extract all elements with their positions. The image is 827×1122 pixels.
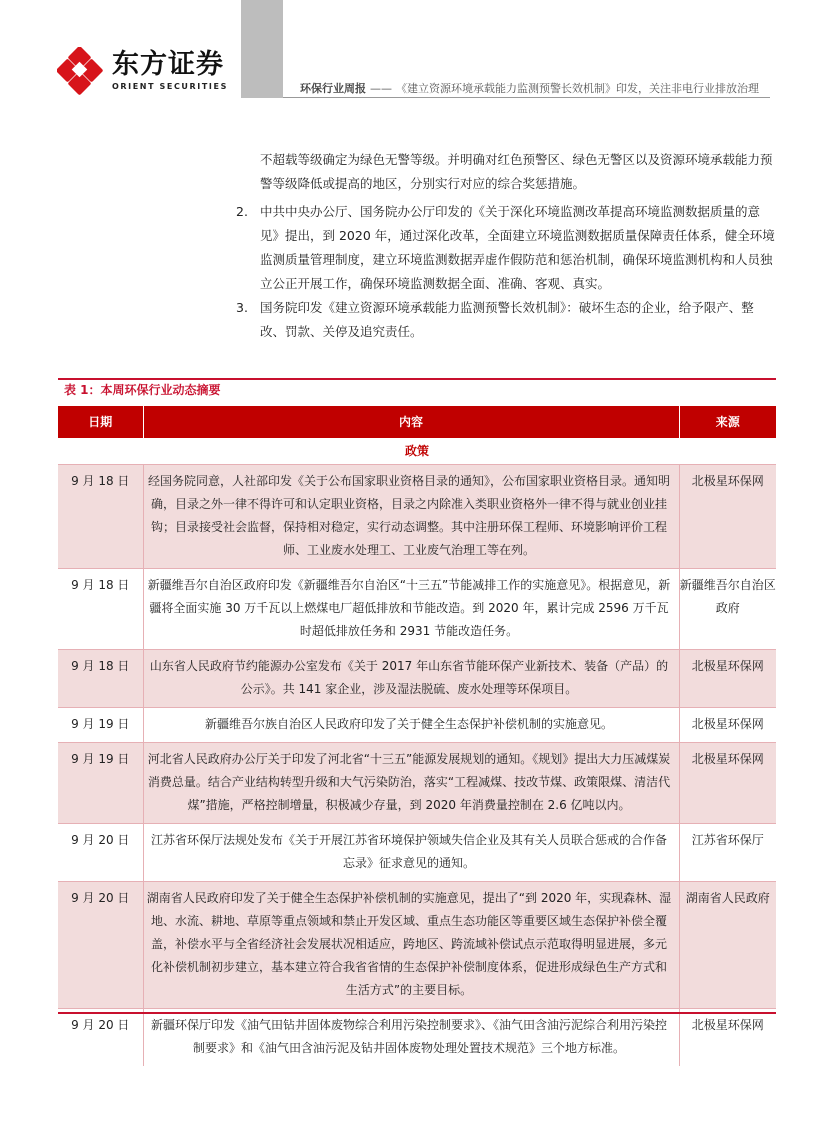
header-dash: —— <box>370 82 392 95</box>
row-date: 9 月 19 日 <box>58 743 143 824</box>
section-label: 政策 <box>404 443 429 458</box>
report-header <box>300 80 759 96</box>
row-content: 河北省人民政府办公厅关于印发了河北省“十三五”能源发展规划的通知。《规划》提出大力压减煤炭消费总量。结合产业结构转型升级和大气污染防治，落实“工程减煤、技改节煤、政策限煤、清洁代煤”措施，严格控制增量，积极减少存量，到 2020 年消费量控制在 2.6 亿吨以内。 <box>143 743 679 824</box>
row-date: 9 月 20 日 <box>58 1009 143 1067</box>
row-content: 新疆维吾尔自治区政府印发《新疆维吾尔自治区“十三五”节能减排工作的实施意见》。根据意见，新疆将全面实施 30 万千瓦以上燃煤电厂超低排放和节能改造。到 2020 年，累计完成 2596 万千瓦时超低排放任务和 2931 节能改造任务。 <box>143 569 679 650</box>
item-paragraph: 中共中央办公厅、国务院办公厅印发的《关于深化环境监测改革提高环境监测数据质量的意见》提出，到 2020 年，通过深化改革，全面建立环境监测数据质量保障责任体系，健全环境监测质量管理制度，建立环境监测数据弄虚作假防范和惩治机制，确保环境监测机构和人员独立公正开展工作，确保环境监测数据全面、准确、客观、真实。 <box>260 204 775 291</box>
row-content: 新疆维吾尔族自治区人民政府印发了关于健全生态保护补偿机制的实施意见。 <box>143 708 679 743</box>
row-date: 9 月 19 日 <box>58 708 143 743</box>
table-header-row <box>58 406 776 438</box>
table-row <box>58 465 776 569</box>
brand-name-cn: 东方证券 <box>112 49 224 80</box>
row-source: 北极星环保网 <box>679 1009 776 1067</box>
table-row <box>58 882 776 1009</box>
header-divider <box>283 97 770 98</box>
header-source: 来源 <box>679 406 776 438</box>
table-top-rule <box>58 378 776 380</box>
row-date: 9 月 18 日 <box>58 465 143 569</box>
row-source: 新疆维吾尔自治区政府 <box>679 569 776 650</box>
header-content: 内容 <box>143 406 679 438</box>
row-content: 江苏省环保厅法规处发布《关于开展江苏省环境保护领域失信企业及其有关人员联合惩戒的合作备忘录》征求意见的通知。 <box>143 824 679 882</box>
report-type: 环保行业周报 <box>300 82 366 95</box>
intro-paragraph: 不超载等级确定为绿色无警等级。并明确对红色预警区、绿色无警区以及资源环境承载能力预警等级降低或提高的地区，分别实行对应的综合奖惩措施。 <box>260 152 773 191</box>
row-source: 江苏省环保厅 <box>679 824 776 882</box>
orient-securities-logo-icon <box>57 47 105 95</box>
section-row <box>58 438 776 465</box>
table-row <box>58 708 776 743</box>
brand <box>112 50 228 91</box>
table-bottom-rule <box>58 1012 776 1014</box>
row-source: 北极星环保网 <box>679 708 776 743</box>
row-source: 北极星环保网 <box>679 465 776 569</box>
item-number: 3. <box>236 300 248 315</box>
table-row <box>58 824 776 882</box>
row-source: 北极星环保网 <box>679 650 776 708</box>
row-source: 湖南省人民政府 <box>679 882 776 1009</box>
row-date: 9 月 20 日 <box>58 824 143 882</box>
row-content: 山东省人民政府节约能源办公室发布《关于 2017 年山东省节能环保产业新技术、装备（产品）的公示》。共 141 家企业，涉及湿法脱硫、废水处理等环保项目。 <box>143 650 679 708</box>
row-content: 湖南省人民政府印发了关于健全生态保护补偿机制的实施意见，提出了“到 2020 年，实现森林、湿地、水流、耕地、草原等重点领域和禁止开发区域、重点生态功能区等重要区域生态保护补偿全覆盖，补偿水平与全省经济社会发展状况相适应，跨地区、跨流域补偿试点示范取得明显进展，多元化补偿机制初步建立，基本建立符合我省省情的生态保护补偿制度体系，促进形成绿色生产方式和生活方式”的主要目标。 <box>143 882 679 1009</box>
brand-name-en: ORIENT SECURITIES <box>112 82 228 91</box>
item-number: 2. <box>236 204 248 219</box>
table-row <box>58 743 776 824</box>
table-row <box>58 569 776 650</box>
table-row <box>58 650 776 708</box>
row-date: 9 月 18 日 <box>58 650 143 708</box>
item-paragraph: 国务院印发《建立资源环境承载能力监测预警长效机制》：破坏生态的企业，给予限产、整改、罚款、关停及追究责任。 <box>260 300 754 339</box>
events-table <box>58 406 776 1066</box>
row-source: 北极星环保网 <box>679 743 776 824</box>
row-date: 9 月 18 日 <box>58 569 143 650</box>
row-date: 9 月 20 日 <box>58 882 143 1009</box>
row-content: 新疆环保厅印发《油气田钻井固体废物综合利用污染控制要求》、《油气田含油污泥综合利用污染控制要求》和《油气田含油污泥及钻井固体废物处理处置技术规范》三个地方标准。 <box>143 1009 679 1067</box>
table-caption: 表 1：本周环保行业动态摘要 <box>64 383 221 397</box>
header-gray-bar <box>241 0 283 98</box>
table-row <box>58 1009 776 1067</box>
report-title: 《建立资源环境承载能力监测预警长效机制》印发，关注非电行业排放治理 <box>396 82 759 95</box>
row-content: 经国务院同意，人社部印发《关于公布国家职业资格目录的通知》，公布国家职业资格目录。通知明确，目录之外一律不得许可和认定职业资格，目录之内除准入类职业资格外一律不得与就业创业挂钩；目录接受社会监督，保持相对稳定，实行动态调整。其中注册环保工程师、环境影响评价工程师、工业废水处理工、工业废气治理工等在列。 <box>143 465 679 569</box>
header-date: 日期 <box>58 406 143 438</box>
